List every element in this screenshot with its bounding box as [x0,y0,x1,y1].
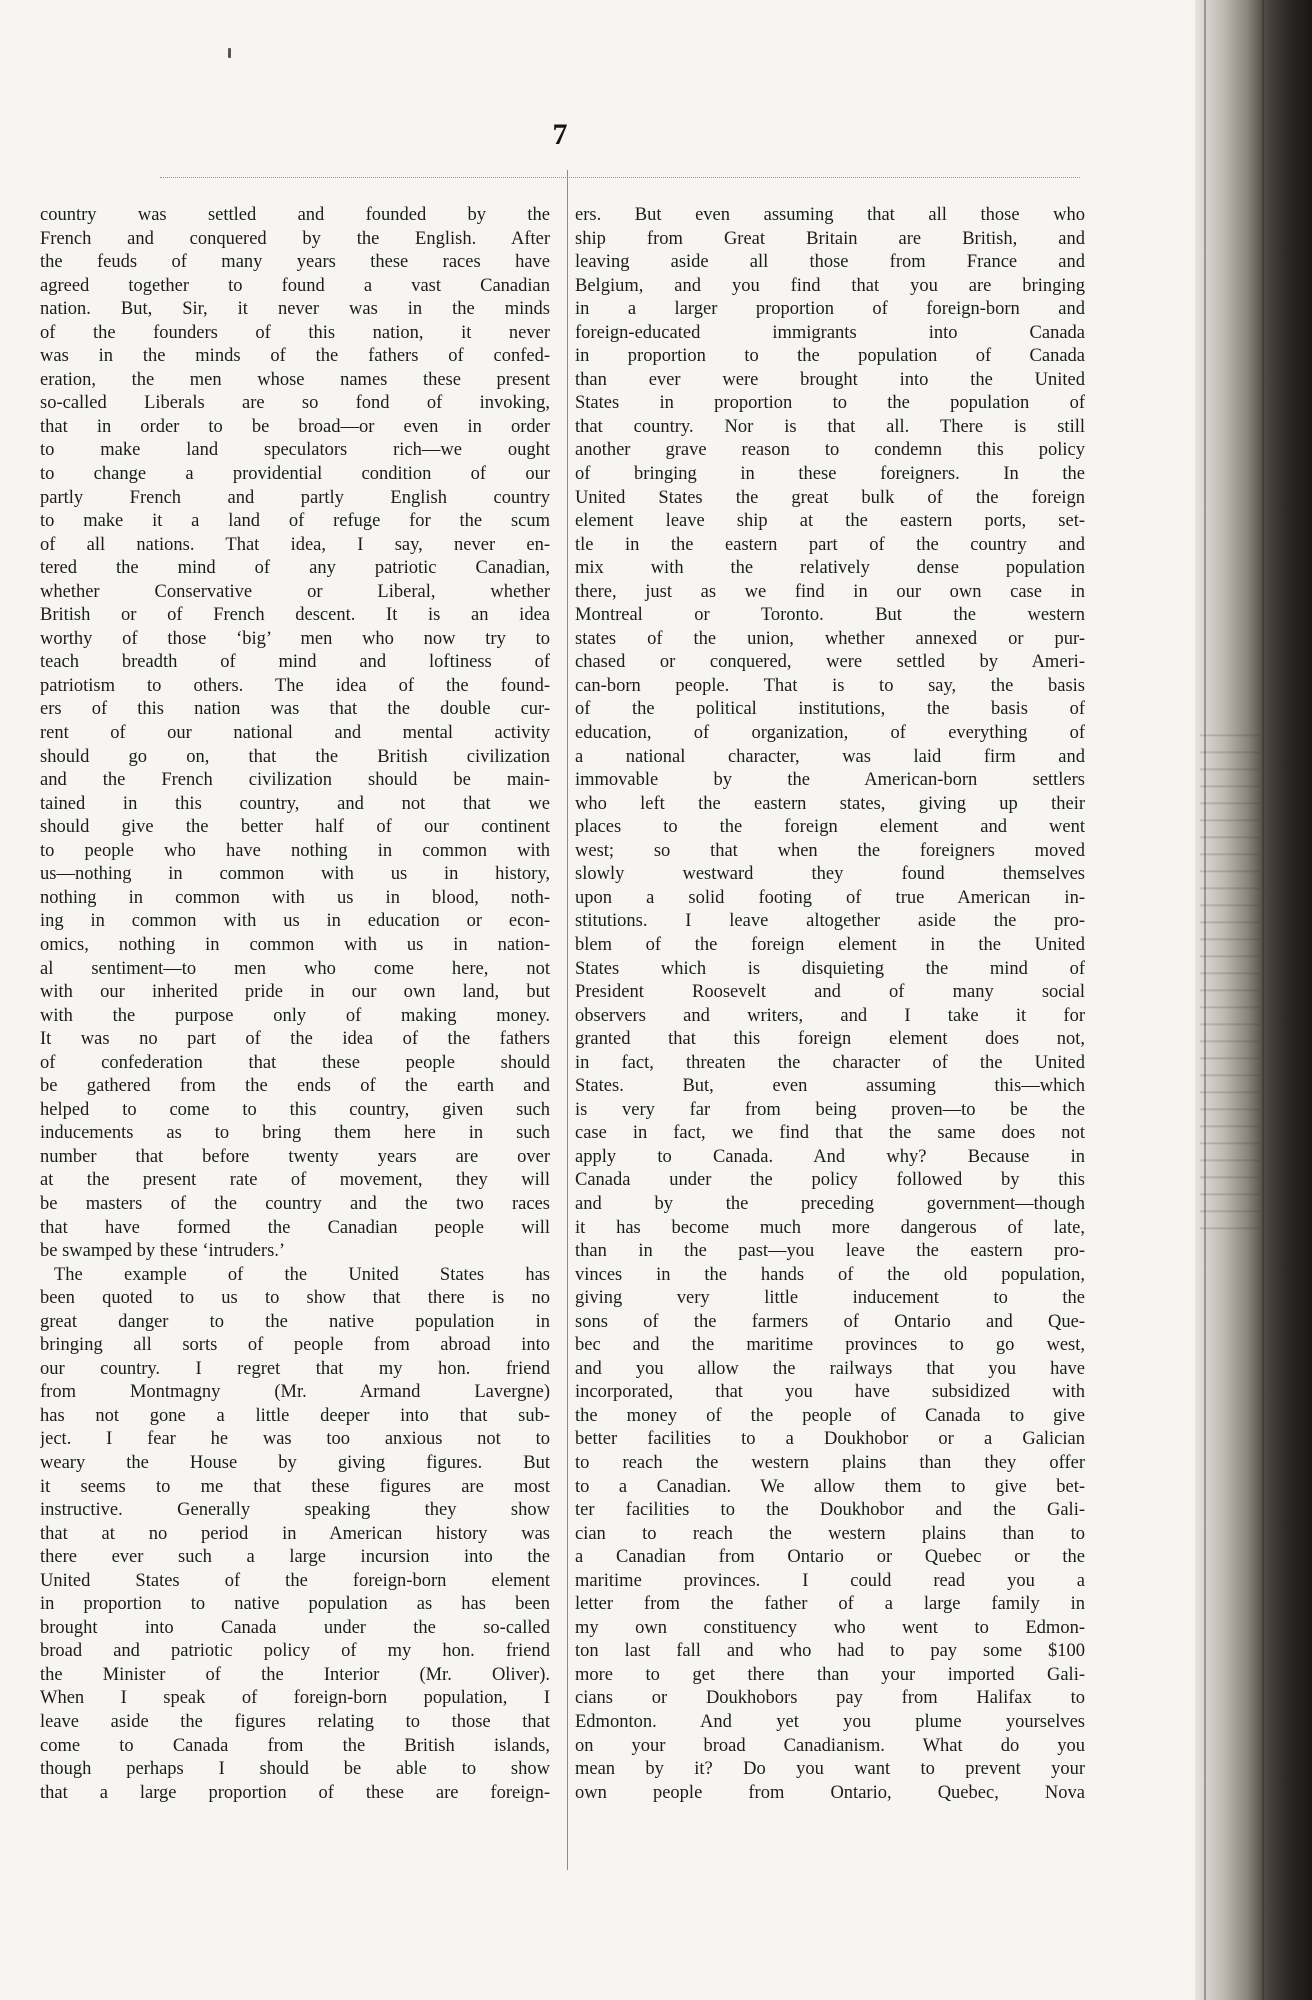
text-line: maritime provinces. I could read you a [575,1570,1085,1591]
text-line: eration, the men whose names these present [40,369,550,390]
text-line: our country. I regret that my hon. friend [40,1358,550,1379]
text-line: ton last fall and who had to pay some $100 [575,1641,1085,1662]
text-line: tle in the eastern part of the country and [575,534,1085,555]
text-line: chased or conquered, were settled by Ameri- [575,652,1085,673]
text-line: in a larger proportion of foreign-born and [575,299,1085,320]
text-line: of all nations. That idea, I say, never en- [40,534,550,555]
text-line: has not gone a little deeper into that sub- [40,1405,550,1426]
text-line: tained in this country, and not that we [40,793,550,814]
text-line: French and conquered by the English. After [40,228,550,249]
text-line: it seems to me that these figures are most [40,1476,550,1497]
text-line: that country. Nor is that all. There is still [575,416,1085,437]
text-line: helped to come to this country, given such [40,1099,550,1120]
text-line: my own constituency who went to Edmon- [575,1617,1085,1638]
text-line: United States of the foreign-born element [40,1570,550,1591]
text-line: own people from Ontario, Quebec, Nova [575,1782,1085,1803]
text-line: observers and writers, and I take it for [575,1005,1085,1026]
text-line: so-called Liberals are so fond of invoking, [40,393,550,414]
text-line: British or of French descent. It is an idea [40,605,550,626]
text-line: case in fact, we find that the same does not [575,1123,1085,1144]
text-line: that in order to be broad—or even in order [40,416,550,437]
text-line: bec and the maritime provinces to go west, [575,1335,1085,1356]
text-line: bringing all sorts of people from abroad into [40,1335,550,1356]
text-line: to make it a land of refuge for the scum [40,511,550,532]
text-line: slowly westward they found themselves [575,864,1085,885]
text-line: ject. I fear he was too anxious not to [40,1429,550,1450]
text-line: United States the great bulk of the foreign [575,487,1085,508]
text-line: a Canadian from Ontario or Quebec or the [575,1547,1085,1568]
text-line: us—nothing in common with us in history, [40,864,550,885]
text-line: be masters of the country and the two races [40,1193,550,1214]
text-line: the money of the people of Canada to give [575,1405,1085,1426]
text-line: granted that this foreign element does not, [575,1029,1085,1050]
text-line: ter facilities to the Doukhobor and the Gali- [575,1500,1085,1521]
text-line: sons of the farmers of Ontario and Que- [575,1311,1085,1332]
text-line: ship from Great Britain are British, and [575,228,1085,249]
text-line: there ever such a large incursion into the [40,1547,550,1568]
text-line: to a Canadian. We allow them to give bet- [575,1476,1085,1497]
text-line: be gathered from the ends of the earth and [40,1076,550,1097]
text-line: immovable by the American-born settlers [575,770,1085,791]
text-line: It was no part of the idea of the fathers [40,1029,550,1050]
text-line: of the founders of this nation, it never [40,322,550,343]
text-line: tered the mind of any patriotic Canadian, [40,558,550,579]
text-line: on your broad Canadianism. What do you [575,1735,1085,1756]
text-line: States in proportion to the population of [575,393,1085,414]
text-line: mix with the relatively dense population [575,558,1085,579]
text-line: ers. But even assuming that all those who [575,205,1085,225]
text-line: places to the foreign element and went [575,817,1085,838]
text-line: at the present rate of movement, they will [40,1170,550,1191]
text-line: inducements as to bring them here in such [40,1123,550,1144]
binding-page-edges [1200,720,1260,1240]
text-line: that have formed the Canadian people will [40,1217,550,1238]
text-line: and you allow the railways that you have [575,1358,1085,1379]
text-line: Belgium, and you find that you are bringing [575,275,1085,296]
text-line: west; so that when the foreigners moved [575,840,1085,861]
text-line: upon a solid footing of true American in- [575,887,1085,908]
text-line: than ever were brought into the United [575,369,1085,390]
text-line: is very far from being proven—to be the [575,1099,1085,1120]
text-line: number that before twenty years are over [40,1146,550,1167]
text-line: rent of our national and mental activity [40,723,550,744]
text-line: nothing in common with us in blood, noth- [40,887,550,908]
text-line: letter from the father of a large family in [575,1594,1085,1615]
text-line: country was settled and founded by the [40,205,550,225]
text-line: whether Conservative or Liberal, whether [40,581,550,602]
text-line: than in the past—you leave the eastern pro- [575,1241,1085,1262]
text-line: brought into Canada under the so-called [40,1617,550,1638]
text-line: of the political institutions, the basis of [575,699,1085,720]
text-line: that at no period in American history was [40,1523,550,1544]
text-line: cian to reach the western plains than to [575,1523,1085,1544]
text-line: it has become much more dangerous of late, [575,1217,1085,1238]
text-line: better facilities to a Doukhobor or a Galician [575,1429,1085,1450]
text-line: stitutions. I leave altogether aside the pro- [575,911,1085,932]
text-line: the feuds of many years these races have [40,252,550,273]
text-line: apply to Canada. And why? Because in [575,1146,1085,1167]
text-line: broad and patriotic policy of my hon. friend [40,1641,550,1662]
text-line: States which is disquieting the mind of [575,958,1085,979]
text-line: cians or Doukhobors pay from Halifax to [575,1688,1085,1709]
page-number: 7 [552,118,568,151]
text-line: education, of organization, of everything of [575,723,1085,744]
left-text-column [40,204,550,1805]
text-line: Canada under the policy followed by this [575,1170,1085,1191]
text-line: with our inherited pride in our own land, but [40,982,550,1003]
text-line: ers of this nation was that the double cur- [40,699,550,720]
text-line: and the French civilization should be main- [40,770,550,791]
text-line: come to Canada from the British islands, [40,1735,550,1756]
text-line: mean by it? Do you want to prevent your [575,1759,1085,1780]
text-line: to make land speculators rich—we ought [40,440,550,461]
right-text-column [575,204,1085,1805]
text-line: and by the preceding government—though [575,1193,1085,1214]
text-line: leaving aside all those from France and [575,252,1085,273]
text-line: another grave reason to condemn this policy [575,440,1085,461]
text-line: of bringing in these foreigners. In the [575,464,1085,485]
text-line: that a large proportion of these are foreign- [40,1782,550,1803]
text-line: in proportion to native population as has been [40,1594,550,1615]
text-line: giving very little inducement to the [575,1288,1085,1309]
text-line: great danger to the native population in [40,1311,550,1332]
text-line: to people who have nothing in common with [40,840,550,861]
text-line: Montreal or Toronto. But the western [575,605,1085,626]
text-line: teach breadth of mind and loftiness of [40,652,550,673]
text-line: there, just as we find in our own case in [575,581,1085,602]
text-line: should go on, that the British civilization [40,746,550,767]
text-line: instructive. Generally speaking they show [40,1500,550,1521]
text-line: nation. But, Sir, it never was in the minds [40,299,550,320]
text-line: vinces in the hands of the old population, [575,1264,1085,1285]
text-line: with the purpose only of making money. [40,1005,550,1026]
header-rule [160,177,1080,178]
text-line: When I speak of foreign-born population, I [40,1688,550,1709]
text-line: President Roosevelt and of many social [575,982,1085,1003]
text-line: of confederation that these people should [40,1052,550,1073]
text-line: omics, nothing in common with us in nation- [40,934,550,955]
text-line: ing in common with us in education or econ- [40,911,550,932]
text-line: worthy of those ‘big’ men who now try to [40,628,550,649]
text-line: agreed together to found a vast Canadian [40,275,550,296]
text-line: incorporated, that you have subsidized with [575,1382,1085,1403]
text-line: from Montmagny (Mr. Armand Lavergne) [40,1382,550,1403]
ink-speck [228,48,231,58]
text-line: the Minister of the Interior (Mr. Oliver). [40,1664,550,1685]
text-line: al sentiment—to men who come here, not [40,958,550,979]
text-line: in proportion to the population of Canada [575,346,1085,367]
text-line: was in the minds of the fathers of confed- [40,346,550,367]
text-line: in fact, threaten the character of the United [575,1052,1085,1073]
text-line: been quoted to us to show that there is no [40,1288,550,1309]
text-line: partly French and partly English country [40,487,550,508]
text-line: though perhaps I should be able to show [40,1759,550,1780]
text-line: a national character, was laid firm and [575,746,1085,767]
text-line: The example of the United States has [54,1264,550,1285]
text-line: foreign-educated immigrants into Canada [575,322,1085,343]
text-line: more to get there than your imported Gali- [575,1664,1085,1685]
binding-crease [1262,0,1264,2000]
text-line: leave aside the figures relating to those that [40,1712,550,1732]
text-line: to change a providential condition of our [40,464,550,485]
text-line: be swamped by these ‘intruders.’ [40,1241,286,1262]
column-divider [567,170,568,1870]
text-line: who left the eastern states, giving up their [575,793,1085,814]
text-line: to reach the western plains than they offer [575,1452,1085,1473]
text-line: blem of the foreign element in the United [575,934,1085,955]
text-line: States. But, even assuming this—which [575,1076,1085,1097]
text-line: can-born people. That is to say, the basis [575,675,1085,696]
text-line: states of the union, whether annexed or pur- [575,628,1085,649]
text-line: should give the better half of our continent [40,817,550,838]
text-line: patriotism to others. The idea of the found- [40,675,550,696]
text-line: Edmonton. And yet you plume yourselves [575,1712,1085,1732]
text-line: element leave ship at the eastern ports, set- [575,511,1085,532]
text-line: weary the House by giving figures. But [40,1452,550,1473]
